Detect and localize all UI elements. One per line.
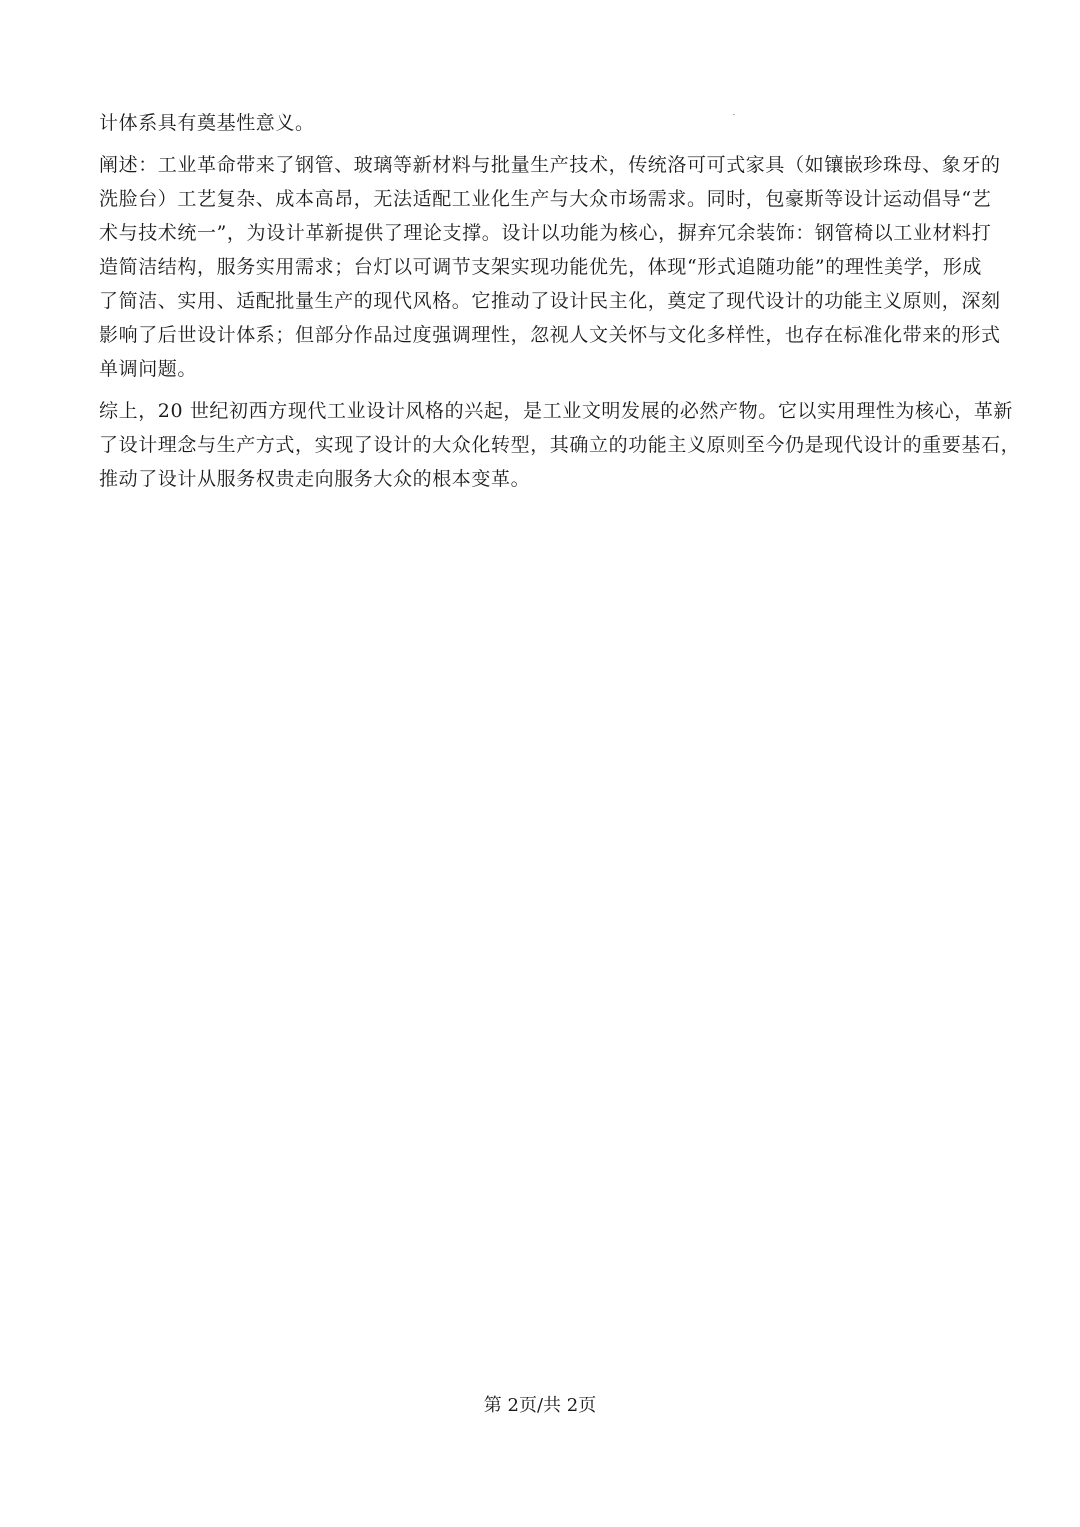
text-line: 推动了设计从服务权贵走向服务大众的根本变革。 — [99, 468, 531, 490]
text-line: 单调问题。 — [99, 358, 198, 380]
text-line: 了设计理念与生产方式，实现了设计的大众化转型，其确立的功能主义原则至今仍是现代设计的重要基石， — [99, 434, 1021, 456]
paragraph — [99, 148, 1001, 386]
text-line: 造简洁结构，服务实用需求；台灯以可调节支架实现功能优先，体现“形式追随功能”的理性美学，形成 — [99, 256, 983, 278]
text-line: 影响了后世设计体系；但部分作品过度强调理性，忽视人文关怀与文化多样性，也存在标准化带来的形式 — [99, 324, 1001, 346]
text-line: 术与技术统一”，为设计革新提供了理论支撑。设计以功能为核心，摒弃冗余装饰：钢管椅以工业材料打 — [99, 222, 992, 244]
text-line: 综上，20 世纪初西方现代工业设计风格的兴起，是工业文明发展的必然产物。它以实用理性为核心，革新 — [99, 400, 1014, 422]
paragraph — [99, 106, 982, 140]
text-line: 了简洁、实用、适配批量生产的现代风格。它推动了设计民主化，奠定了现代设计的功能主义原则，深刻 — [99, 290, 1001, 312]
text-line: 计体系具有奠基性意义。 — [99, 112, 315, 134]
paragraph — [99, 394, 1021, 496]
text-line: 洗脸台）工艺复杂、成本高昂，无法适配工业化生产与大众市场需求。同时，包豪斯等设计运动倡导“艺 — [99, 188, 992, 210]
document-body — [99, 106, 1021, 496]
text-line: 阐述：工业革命带来了钢管、玻璃等新材料与批量生产技术，传统洛可可式家具（如镶嵌珍珠母、象牙的 — [99, 154, 1001, 176]
page-number: 第 2页/共 2页 — [483, 1395, 597, 1416]
